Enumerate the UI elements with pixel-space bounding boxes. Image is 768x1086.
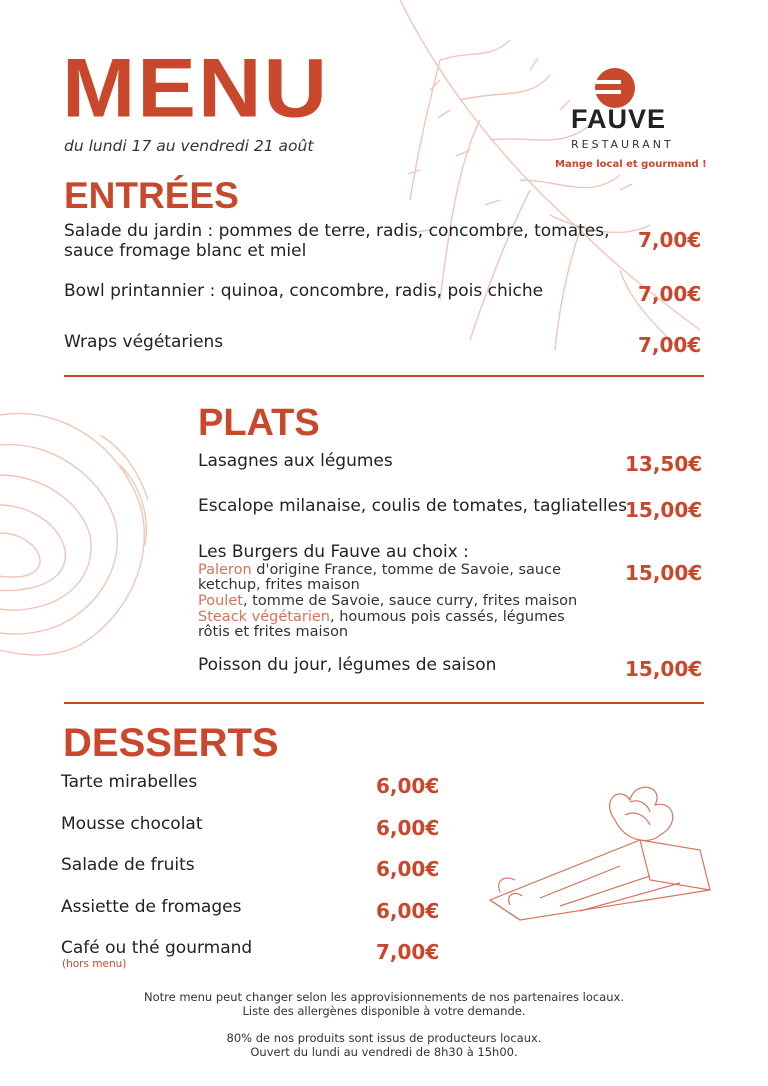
burger-option-paleron-desc2: ketchup, frites maison <box>198 577 360 594</box>
footer-line-2: Liste des allergènes disponible à votre demande. <box>242 1004 526 1019</box>
entree-item-3: Wraps végétariens <box>64 332 224 352</box>
burger-option-vegetarien-label: Steack végétarien <box>198 608 330 625</box>
entree-item-3-price: 7,00€ <box>638 333 702 357</box>
entree-item-1-price: 7,00€ <box>638 228 702 252</box>
burger-option-paleron-desc1: d'origine France, tomme de Savoie, sauce <box>251 561 561 578</box>
dessert-item-3: Salade de fruits <box>61 855 195 875</box>
plat-item-3-name: Les Burgers du Fauve au choix : <box>198 542 469 562</box>
burger-option-poulet-label: Poulet <box>198 592 243 609</box>
burger-option-paleron <box>198 563 618 594</box>
pie-illustration <box>480 780 725 925</box>
burger-option-poulet-desc: , tomme de Savoie, sauce curry, frites maison <box>242 592 578 609</box>
dessert-item-4-price: 6,00€ <box>376 899 440 923</box>
entrees-heading: ENTRÉES <box>64 175 239 216</box>
dessert-item-4: Assiette de fromages <box>61 897 242 917</box>
dessert-item-5-price: 7,00€ <box>376 940 440 964</box>
logo-subtitle: RESTAURANT <box>571 138 674 151</box>
logo-name: FAUVE <box>571 104 667 134</box>
divider-plats <box>64 702 704 704</box>
entree-item-2: Bowl printannier : quinoa, concombre, radis, pois chiche <box>64 281 544 301</box>
plat-item-1-price: 13,50€ <box>625 452 703 476</box>
dessert-item-1-price: 6,00€ <box>376 774 440 798</box>
divider-entrees <box>64 375 704 377</box>
burger-option-poulet <box>198 594 618 610</box>
footer-notes <box>0 990 768 1060</box>
burger-option-paleron-label: Paleron <box>198 561 252 578</box>
dessert-item-3-price: 6,00€ <box>376 857 440 881</box>
plat-item-3 <box>198 543 618 641</box>
footer-line-3: 80% de nos produits sont issus de producteurs locaux. <box>226 1030 542 1045</box>
entree-item-1-line1: Salade du jardin : pommes de terre, radis, concombre, tomates, <box>64 221 610 241</box>
dessert-item-5: Café ou thé gourmand <box>61 938 253 958</box>
plat-item-2: Escalope milanaise, coulis de tomates, tagliatelles <box>198 496 627 516</box>
restaurant-logo <box>555 66 707 176</box>
footer-line-4: Ouvert du lundi au vendredi de 8h30 à 15h00. <box>250 1045 518 1060</box>
burger-option-vegetarien-desc2: rôtis et frites maison <box>198 624 349 641</box>
plat-item-3-price: 15,00€ <box>625 561 703 585</box>
plat-item-4-price: 15,00€ <box>625 657 703 681</box>
menu-dates: du lundi 17 au vendredi 21 août <box>64 137 314 155</box>
herb-illustration <box>380 0 720 360</box>
burger-option-vegetarien-desc1: , houmous pois cassés, légumes <box>329 608 565 625</box>
burger-option-vegetarien <box>198 610 618 641</box>
plat-item-4: Poisson du jour, légumes de saison <box>198 655 497 675</box>
entree-item-1-line2: sauce fromage blanc et miel <box>64 240 307 261</box>
artichoke-illustration <box>0 405 160 660</box>
plats-heading: PLATS <box>198 402 320 444</box>
dessert-item-2: Mousse chocolat <box>61 814 203 834</box>
dessert-item-1: Tarte mirabelles <box>61 772 198 792</box>
dessert-item-2-price: 6,00€ <box>376 816 440 840</box>
entree-item-2-price: 7,00€ <box>638 282 702 306</box>
plat-item-2-price: 15,00€ <box>625 498 703 522</box>
plat-item-1: Lasagnes aux légumes <box>198 451 393 471</box>
entree-item-1 <box>64 222 624 261</box>
dessert-item-5-note: (hors menu) <box>62 958 127 970</box>
desserts-heading: DESSERTS <box>63 721 279 765</box>
footer-line-1: Notre menu peut changer selon les approvisionnements de nos partenaires locaux. <box>143 990 625 1004</box>
menu-title: MENU <box>62 40 330 135</box>
logo-tagline: Mange local et gourmand ! <box>555 159 707 170</box>
